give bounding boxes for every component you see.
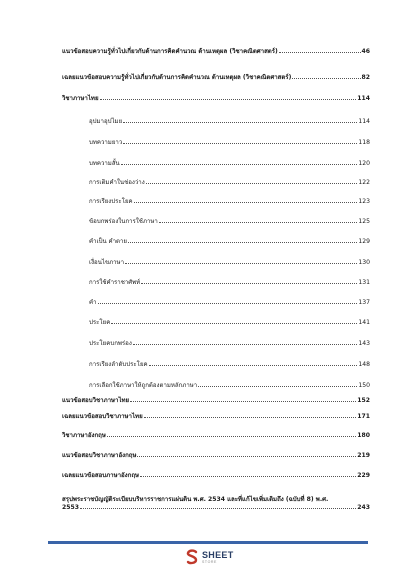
toc-entry[interactable] <box>89 319 370 327</box>
toc-page-number: 219 <box>357 452 370 459</box>
toc-page-number: 137 <box>358 299 370 306</box>
brand-name: SHEET <box>202 549 234 560</box>
toc-leader <box>111 323 357 324</box>
toc-page-number: 152 <box>357 397 370 404</box>
toc-entry-title: อุปมาอุปไมย <box>89 118 123 125</box>
toc-page-number: 148 <box>358 361 370 368</box>
toc-entry-title: คำ <box>89 299 97 306</box>
toc-entry-last-line2: 2553 <box>62 504 79 511</box>
toc-entry[interactable] <box>62 397 370 405</box>
brand-logo <box>186 549 234 565</box>
toc-page-number: 141 <box>358 319 370 326</box>
toc-page-number: 122 <box>358 179 370 186</box>
toc-page-number: 120 <box>358 160 370 167</box>
toc-entry-title: ประโยคบกพร่อง <box>89 340 132 347</box>
toc-page-number: 243 <box>357 504 370 511</box>
toc-entry-title: วิชาภาษาอังกฤษ <box>62 432 106 439</box>
toc-entry[interactable] <box>89 279 370 287</box>
toc-entry-title: เฉลยแนวข้อสอบวิชาภาษาไทย <box>62 413 143 420</box>
toc-entry-title: การเติมคำในช่องว่าง <box>89 179 145 186</box>
toc-leader <box>100 99 357 100</box>
toc-entry-last[interactable] <box>62 496 370 512</box>
toc-leader <box>133 344 358 345</box>
toc-page-number: 150 <box>358 382 370 389</box>
toc-leader <box>146 183 358 184</box>
toc-entry[interactable] <box>89 361 370 369</box>
toc-entry[interactable] <box>89 179 370 187</box>
toc-entry-title: เฉลยแนวข้อสอบภาษาอังกฤษ <box>62 472 140 479</box>
toc-page-number: 114 <box>357 95 370 102</box>
toc-entry-title: แนวข้อสอบวิชาภาษาอังกฤษ <box>62 452 137 459</box>
toc-entry[interactable] <box>89 198 370 206</box>
toc-entry-title: ประโยค <box>89 319 111 326</box>
toc-leader <box>144 417 357 418</box>
toc-page-number: 82 <box>361 74 370 81</box>
toc-entry-title: การเรียงลำดับประโยค <box>89 361 148 368</box>
toc-entry-title: วิชาภาษาไทย <box>62 95 99 102</box>
toc-entry-title: การเรียงประโยค <box>89 198 133 205</box>
toc-leader <box>279 52 361 53</box>
toc-entry-title: คำเป็น คำตาย <box>89 238 127 245</box>
brand-sub: STORE <box>202 559 217 564</box>
toc-page-number: 114 <box>358 118 370 125</box>
toc-entry-title: บทความสั้น <box>89 160 120 167</box>
toc-entry[interactable] <box>89 160 370 168</box>
toc-entry-title: เงื่อนไขภาษา <box>89 259 124 266</box>
toc-leader <box>80 508 356 509</box>
toc-page-number: 118 <box>358 139 370 146</box>
toc-leader <box>134 202 358 203</box>
toc-entry[interactable] <box>89 299 370 307</box>
toc-entry[interactable] <box>89 118 370 126</box>
footer-rule <box>48 541 368 544</box>
toc-page-number: 143 <box>358 340 370 347</box>
toc-entry[interactable] <box>89 238 370 246</box>
toc-entry[interactable] <box>89 218 370 226</box>
toc-leader <box>121 164 358 165</box>
toc-page-number: 123 <box>358 198 370 205</box>
toc-entry[interactable] <box>62 48 370 56</box>
toc-entry[interactable] <box>62 74 370 82</box>
toc-leader <box>130 401 356 402</box>
toc-entry[interactable] <box>89 259 370 267</box>
toc-page-number: 130 <box>358 259 370 266</box>
toc-entry[interactable] <box>89 139 370 147</box>
toc-leader <box>159 222 358 223</box>
toc-page-number: 131 <box>358 279 370 286</box>
toc-entry[interactable] <box>89 382 370 390</box>
toc-entry[interactable] <box>62 452 370 460</box>
toc-leader <box>107 436 356 437</box>
toc-entry-last-line1: สรุปพระราชบัญญัติระเบียบบริหารราชการแผ่นดิน พ.ศ. 2534 และที่แก้ไขเพิ่มเติมถึง (ฉบับที่ 8) พ.ศ. <box>62 496 329 503</box>
toc-entry-title: แนวข้อสอบวิชาภาษาไทย <box>62 397 130 404</box>
toc-entry-title: ข้อบกพร่องในการใช้ภาษา <box>89 218 158 225</box>
toc-entry-title: บทความยาว <box>89 139 123 146</box>
toc-entry[interactable] <box>62 472 370 480</box>
toc-entry-title: การเลือกใช้ภาษาให้ถูกต้องตามหลักภาษา <box>89 382 198 389</box>
toc-entry[interactable] <box>62 413 370 421</box>
toc-leader <box>123 143 357 144</box>
toc-leader <box>98 303 358 304</box>
logo-mark-icon <box>186 549 198 565</box>
toc-leader <box>292 78 360 79</box>
toc-entry-title: แนวข้อสอบความรู้ทั่วไปเกี่ยวกับด้านการคิดคำนวณ ด้านเหตุผล (วิชาคณิตศาสตร์) <box>62 48 278 55</box>
toc-leader <box>137 456 356 457</box>
toc-leader <box>140 476 356 477</box>
toc-page-number: 125 <box>358 218 370 225</box>
toc-entry[interactable] <box>62 432 370 440</box>
toc-leader <box>198 386 357 387</box>
toc-leader <box>123 122 357 123</box>
toc-leader <box>149 365 358 366</box>
toc-page-number: 180 <box>357 432 370 439</box>
toc-entry-title: เฉลยแนวข้อสอบความรู้ทั่วไปเกี่ยวกับด้านการคิดคำนวณ ด้านเหตุผล (วิชาคณิตศาสตร์) <box>62 74 292 81</box>
toc-entry[interactable] <box>62 95 370 103</box>
toc-entry-title: การใช้คำราชาศัพท์ <box>89 279 141 286</box>
toc-entry[interactable] <box>89 340 370 348</box>
toc-page-number: 171 <box>357 413 370 420</box>
toc-leader <box>141 283 357 284</box>
toc-page-number: 229 <box>357 472 370 479</box>
toc-page-number: 129 <box>358 238 370 245</box>
toc-page-number: 46 <box>361 48 370 55</box>
toc-leader <box>128 242 357 243</box>
toc-leader <box>125 263 357 264</box>
